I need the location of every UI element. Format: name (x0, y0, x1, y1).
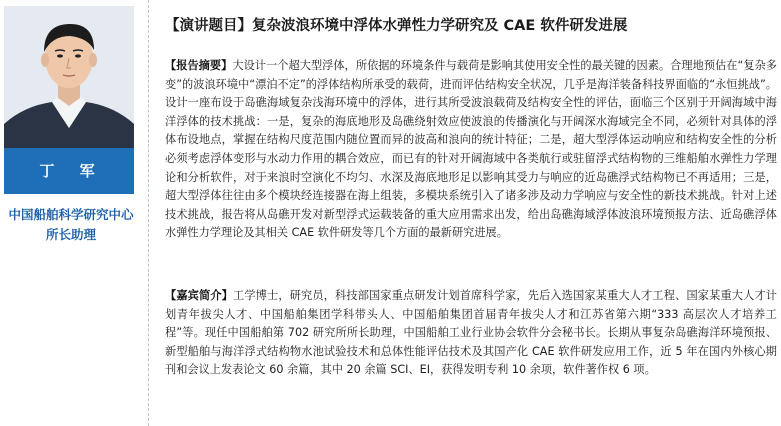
talk-title: 【演讲题目】复杂波浪环境中浮体水弹性力学研究及 CAE 软件研发进展 (165, 18, 628, 34)
affiliation-position: 所长助理 (45, 227, 96, 242)
abstract-label: 【报告摘要】 (165, 59, 233, 72)
speaker-affiliation (0, 205, 142, 245)
talk-content (160, 0, 778, 426)
column-divider (148, 0, 149, 426)
bio-text: 工学博士，研究员，科技部国家重点研发计划首席科学家，先后入选国家某重大人才工程、国家某重大人才计划青年拔尖人才、中国船舶集团学科带头人、中国船舶集团首届青年拔尖人才和江苏省第六期“333 高层次人才培养工程”等。现任中国船舶第 702 研究所所长助理，中国船舶工业行业协会软件分会秘书长。长期从事复杂岛礁海洋环境预报、新型船舶与海洋浮式结构物水池试验技术和总体性能评估技术及其国产化 CAE 软件研发应用工作，近 5 年在国内外核心期刊和会议上发表论文 60 余篇，其中 20 余篇 SCI、EI，获得发明专利 10 余项，软件著作权 6 项。 (165, 289, 777, 377)
bio-label: 【嘉宾简介】 (165, 289, 234, 302)
affiliation-org: 中国船舶科学研究中心 (8, 207, 134, 222)
speaker-photo (4, 6, 134, 148)
speaker-name: 丁 军 (4, 148, 134, 194)
abstract-paragraph (165, 57, 777, 243)
bio-paragraph (165, 287, 777, 380)
speaker-portrait-image (4, 6, 134, 148)
abstract-text: 大设计一个超大型浮体，所依据的环境条件与载荷是影响其使用安全性的最关键的因素。合理地预估在“复杂多变”的波浪环境中“漂泊不定”的浮体结构所承受的载荷，进而评估结构安全状况，几乎是海洋装备科技界面临的“永恒挑战”。设计一座布设于岛礁海域复杂浅海环境中的浮体，进行其所受波浪载荷及结构安全性的评估，面临三个区别于开阔海域中海洋浮体的技术挑战：一是，复杂的海底地形及岛礁绕射效应使波浪的传播演化与开阔深水海域完全不同，必须针对具体的浮体布设地点，掌握在结构尺度范围内随位置而异的波高和浪向的统计特征；二是，超大型浮体运动响应和结构安全性的分析必须考虑浮体变形与水动力作用的耦合效应，而已有的针对开阔海域中各类航行或驻留浮式结构物的三维船舶水弹性力学理论和分析软件，对于来浪时空演化不均匀、水深及海底地形足以影响其受力与响应的近岛礁浮式结构物已不再适用；三是，超大型浮体往往由多个模块经连接器在海上组装，多模块系统引入了诸多涉及动力学响应与安全性的新技术挑战。针对上述技术挑战，报告将从岛礁开发对新型浮式运载装备的重大应用需求出发，给出岛礁海域浮体波浪环境预报方法、近岛礁浮体水弹性力学理论及其相关 CAE 软件研发等几个方面的最新研究进展。 (165, 59, 777, 240)
speaker-panel (0, 0, 148, 426)
